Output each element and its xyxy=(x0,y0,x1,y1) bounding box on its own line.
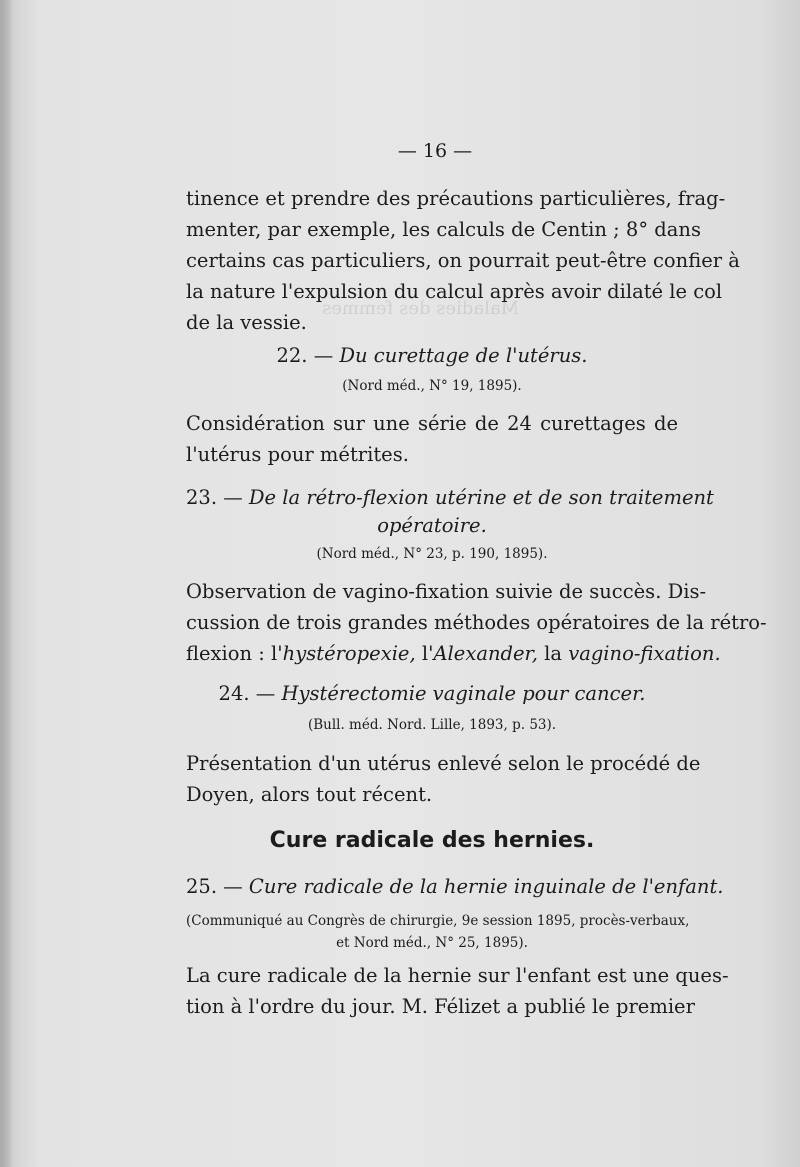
entry-25-heading xyxy=(186,873,724,901)
entry-23-reference: (Nord méd., N° 23, p. 190, 1895). xyxy=(316,546,548,562)
entry-22-reference: (Nord méd., N° 19, 1895). xyxy=(342,378,522,394)
text-line: l'utérus pour métrites. xyxy=(186,443,409,466)
text-line: de la vessie. xyxy=(186,311,307,334)
text-line: certains cas particuliers, on pourrait peut-être confier à xyxy=(186,249,740,272)
entry-22-body xyxy=(186,408,678,470)
text-segment: la xyxy=(537,642,569,665)
entry-title: Du curettage de l'utérus. xyxy=(339,344,588,367)
entry-title-line xyxy=(186,873,724,901)
entry-title-line: opératoire. xyxy=(377,514,487,537)
entry-23-body xyxy=(186,576,767,669)
entry-24-reference: (Bull. méd. Nord. Lille, 1893, p. 53). xyxy=(307,717,557,733)
text-segment: Alexander, xyxy=(433,642,538,665)
section-title: Cure radicale des hernies. xyxy=(269,828,595,853)
text-line: Observation de vagino-fixation suivie de succès. Dis- xyxy=(186,580,707,603)
text-line: Doyen, alors tout récent. xyxy=(186,783,433,806)
text-line: Présentation d'un utérus enlevé selon le procédé de xyxy=(186,752,701,775)
binding-shadow xyxy=(0,0,14,1167)
entry-25-reference xyxy=(186,910,690,954)
text-line: la nature l'expulsion du calcul après avoir dilaté le col xyxy=(186,280,723,303)
text-line: Considération sur une série de 24 curettages de xyxy=(186,412,678,435)
bleed-through-text: Maladies des femmes xyxy=(322,298,520,319)
text-line: cussion de trois grandes méthodes opératoires de la rétro- xyxy=(186,611,767,634)
reference-line: (Communiqué au Congrès de chirurgie, 9e session 1895, procès-verbaux, xyxy=(186,913,690,929)
entry-title: De la rétro-flexion utérine et de son traitement xyxy=(248,486,714,509)
text-line: tion à l'ordre du jour. M. Félizet a publié le premier xyxy=(186,995,695,1018)
text-segment: l' xyxy=(415,642,434,665)
text-line xyxy=(186,638,721,669)
text-segment: hystéropexie, xyxy=(282,642,416,665)
entry-25-body xyxy=(186,960,729,1022)
entry-number: 25. — xyxy=(186,875,243,898)
entry-number: 23. — xyxy=(186,486,243,509)
reference-line: et Nord méd., N° 25, 1895). xyxy=(336,935,528,951)
entry-title: Hystérectomie vaginale pour cancer. xyxy=(281,682,646,705)
entry-22-heading xyxy=(186,342,678,370)
paragraph-continuation xyxy=(186,183,740,338)
page-number: — 16 — xyxy=(397,140,473,162)
text-line: menter, par exemple, les calculs de Centin ; 8° dans xyxy=(186,218,701,241)
text-line: La cure radicale de la hernie sur l'enfant est une ques- xyxy=(186,964,729,987)
entry-title: Cure radicale de la hernie inguinale de l'enfant. xyxy=(248,875,724,898)
text-segment: flexion : l' xyxy=(186,642,283,665)
text-line: tinence et prendre des précautions particulières, frag- xyxy=(186,187,726,210)
entry-title-line xyxy=(186,484,714,512)
entry-24-heading xyxy=(186,680,678,708)
entry-number: 24. — xyxy=(218,682,276,705)
entry-number: 22. — xyxy=(276,344,334,367)
entry-24-body xyxy=(186,748,701,810)
text-segment: vagino-fixation. xyxy=(568,642,721,665)
entry-23-heading xyxy=(186,484,714,540)
